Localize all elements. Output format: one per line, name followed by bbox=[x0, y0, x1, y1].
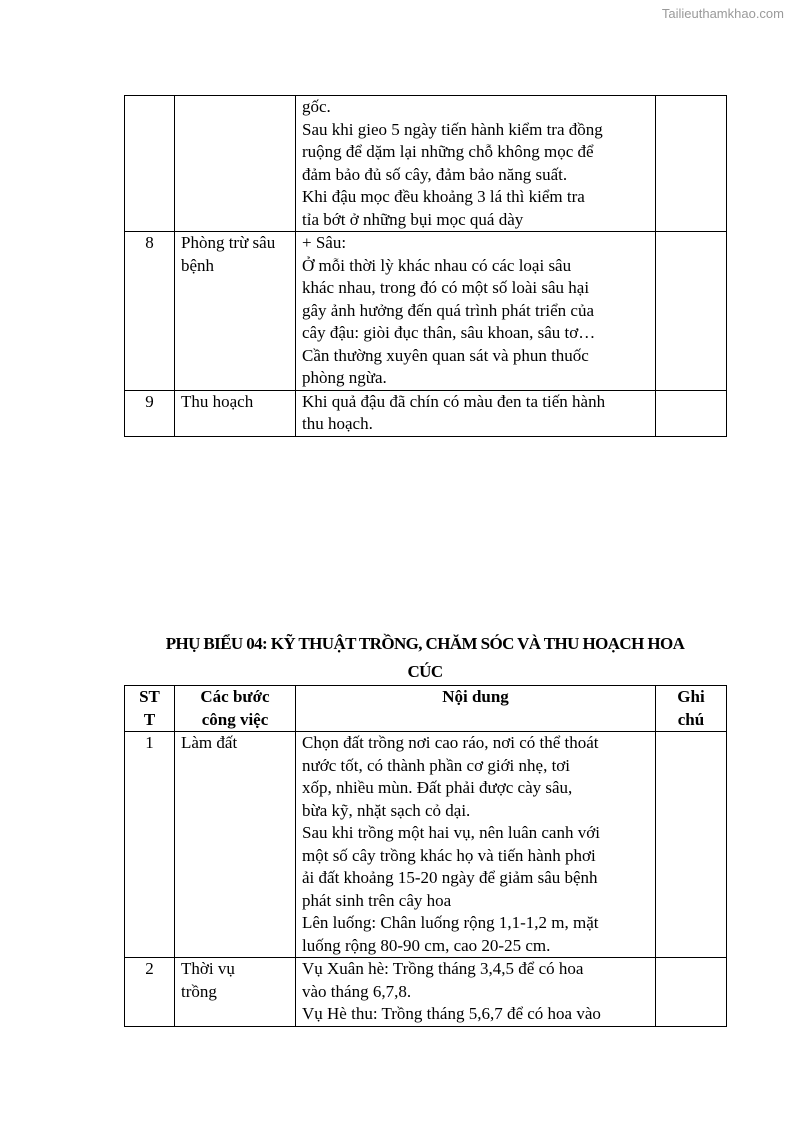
header-no bbox=[125, 686, 175, 732]
cell-step-name bbox=[175, 390, 296, 436]
table-continued bbox=[124, 95, 727, 437]
cell-line: thu hoạch. bbox=[302, 414, 373, 433]
table-header-row bbox=[125, 686, 727, 732]
header-note bbox=[656, 686, 727, 732]
cell-line: Chọn đất trồng nơi cao ráo, nơi có thể thoát bbox=[302, 733, 599, 752]
cell-line: ruộng để dặm lại những chỗ không mọc để bbox=[302, 142, 594, 161]
cell-line: xốp, nhiều mùn. Đất phải được cày sâu, bbox=[302, 778, 573, 797]
cell-line: Nội dung bbox=[442, 687, 509, 706]
cell-line: bừa kỹ, nhặt sạch cỏ dại. bbox=[302, 800, 471, 820]
cell-line: một số cây trồng khác họ và tiến hành phơi bbox=[302, 845, 596, 865]
cell-step-name bbox=[175, 732, 296, 958]
cell-line: Vụ Hè thu: Trồng tháng 5,6,7 để có hoa vào bbox=[302, 1004, 601, 1023]
cell-line: Lên luống: Chân luống rộng 1,1-1,2 m, mặt bbox=[302, 913, 599, 932]
section-title-line-1: PHỤ BIỂU 04: KỸ THUẬT TRỒNG, CHĂM SÓC VÀ THU HOẠCH HOA bbox=[165, 634, 685, 653]
cell-content bbox=[296, 958, 656, 1027]
cell-step-number: 2 bbox=[125, 958, 175, 1027]
table-row bbox=[125, 96, 727, 232]
cell-line: khác nhau, trong đó có một số loài sâu hại bbox=[302, 278, 590, 297]
watermark: Tailieuthamkhao.com bbox=[661, 6, 784, 21]
table-row bbox=[125, 390, 727, 436]
cell-step-name bbox=[175, 96, 296, 232]
cell-line: đảm bảo đủ số cây, đảm bảo năng suất. bbox=[302, 164, 568, 184]
cell-content bbox=[296, 232, 656, 391]
section-title bbox=[124, 630, 726, 686]
cell-line: T bbox=[143, 709, 156, 729]
cell-line: công việc bbox=[201, 709, 269, 729]
cell-line: Ghi bbox=[677, 687, 705, 706]
cell-content bbox=[296, 96, 656, 232]
cell-line: ải đất khoảng 15-20 ngày để giảm sâu bệnh bbox=[302, 868, 598, 887]
cell-line: gốc. bbox=[302, 97, 331, 116]
table-row bbox=[125, 232, 727, 391]
table-chrysanthemum bbox=[124, 685, 727, 1027]
cell-content bbox=[296, 732, 656, 958]
cell-note bbox=[656, 96, 727, 232]
cell-step-number: 9 bbox=[125, 390, 175, 436]
cell-line: chú bbox=[677, 709, 705, 729]
cell-line: Sau khi trồng một hai vụ, nên luân canh với bbox=[302, 823, 600, 842]
cell-line: tỉa bớt ở những bụi mọc quá dày bbox=[302, 209, 524, 229]
cell-step-name bbox=[175, 958, 296, 1027]
cell-step-number bbox=[125, 96, 175, 232]
header-content bbox=[296, 686, 656, 732]
cell-note bbox=[656, 390, 727, 436]
cell-line: nước tốt, có thành phần cơ giới nhẹ, tơi bbox=[302, 755, 571, 775]
cell-line: + Sâu: bbox=[302, 233, 347, 252]
cell-line: phát sinh trên cây hoa bbox=[302, 890, 452, 910]
cell-step-number: 1 bbox=[125, 732, 175, 958]
table-row bbox=[125, 732, 727, 958]
header-step bbox=[175, 686, 296, 732]
cell-line: cây đậu: giòi đục thân, sâu khoan, sâu tơ… bbox=[302, 323, 596, 342]
cell-line: Vụ Xuân hè: Trồng tháng 3,4,5 để có hoa bbox=[302, 959, 584, 978]
cell-line: Thời vụ bbox=[181, 959, 235, 978]
cell-line: Thu hoạch bbox=[181, 391, 254, 411]
cell-line: phòng ngừa. bbox=[302, 368, 387, 387]
cell-line: Ở mỗi thời lỳ khác nhau có các loại sâu bbox=[302, 255, 572, 275]
cell-line: luống rộng 80-90 cm, cao 20-25 cm. bbox=[302, 935, 551, 955]
cell-note bbox=[656, 958, 727, 1027]
cell-line: Làm đất bbox=[181, 733, 238, 752]
cell-line: trồng bbox=[181, 981, 217, 1001]
cell-line: Sau khi gieo 5 ngày tiến hành kiểm tra đồng bbox=[302, 119, 603, 139]
cell-content bbox=[296, 390, 656, 436]
table-row bbox=[125, 958, 727, 1027]
cell-line: gây ảnh hưởng đến quá trình phát triển của bbox=[302, 300, 595, 320]
cell-note bbox=[656, 232, 727, 391]
cell-line: ST bbox=[139, 687, 160, 706]
cell-line: Các bước bbox=[200, 687, 270, 706]
section-title-line-2: CÚC bbox=[407, 662, 443, 681]
cell-note bbox=[656, 732, 727, 958]
cell-line: bệnh bbox=[181, 255, 215, 275]
cell-line: Phòng trừ sâu bbox=[181, 233, 276, 252]
cell-step-number: 8 bbox=[125, 232, 175, 391]
cell-step-name bbox=[175, 232, 296, 391]
cell-line: Khi quả đậu đã chín có màu đen ta tiến hành bbox=[302, 391, 606, 411]
cell-line: vào tháng 6,7,8. bbox=[302, 981, 412, 1001]
cell-line: Cần thường xuyên quan sát và phun thuốc bbox=[302, 345, 589, 365]
cell-line: Khi đậu mọc đều khoảng 3 lá thì kiểm tra bbox=[302, 187, 585, 206]
